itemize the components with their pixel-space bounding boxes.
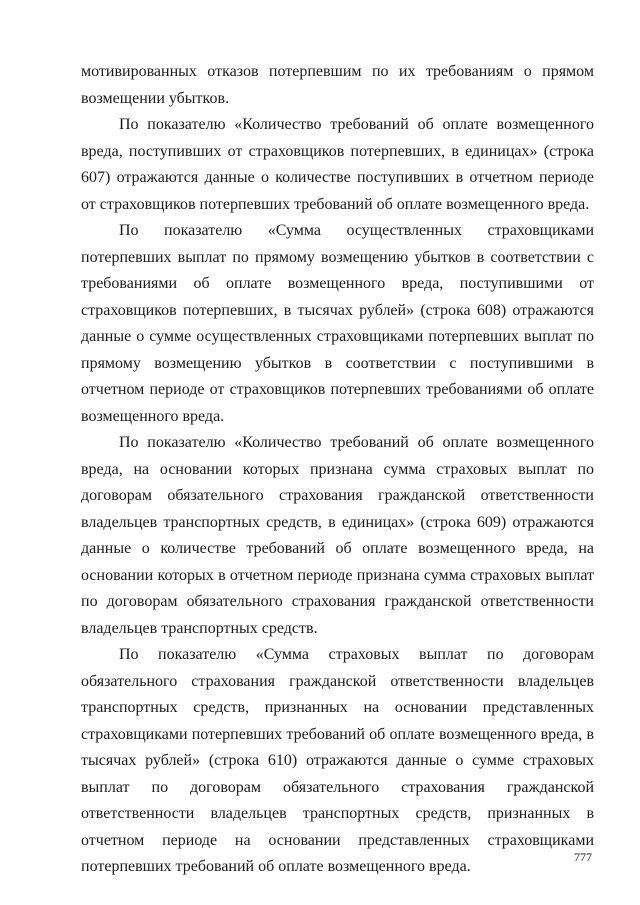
- paragraph-continuation: мотивированных отказов потерпевшим по их требованиям о прямом возмещении убытков.: [81, 63, 594, 107]
- body-text: [81, 59, 594, 881]
- paragraph-line-608: По показателю «Сумма осуществленных страховщиками потерпевших выплат по прямому возмещению убытков в соответствии с требованиями об оплате возмещенного вреда, поступившими от страховщиков потерпевших, в тысячах рублей» (строка 608) отражаются данные о сумме осуществленных страховщиками потерпевших выплат по прямому возмещению убытков в соответствии с поступившими в отчетном периоде от страховщиков потерпевших требованиями об оплате возмещенного вреда.: [81, 222, 594, 425]
- paragraph-line-609: По показателю «Количество требований об оплате возмещенного вреда, на основании которых признана сумма страховых выплат по договорам обязательного страхования гражданской ответственности владельцев транспортных средств, в единицах» (строка 609) отражаются данные о количестве требований об оплате возмещенного вреда, на основании которых в отчетном периоде признана сумма страховых выплат по договорам обязательного страхования гражданской ответственности владельцев транспортных средств.: [81, 434, 594, 637]
- paragraph-line-610: По показателю «Сумма страховых выплат по договорам обязательного страхования гражданской ответственности владельцев транспортных средств, признанных на основании представленных страховщиками потерпевших требований об оплате возмещенного вреда, в тысячах рублей» (строка 610) отражаются данные о сумме страховых выплат по договорам обязательного страхования гражданской ответственности владельцев транспортных средств, признанных в отчетном периоде на основании представленных страховщиками потерпевших требований об оплате возмещенного вреда.: [81, 646, 594, 875]
- page-number: 777: [574, 850, 592, 864]
- paragraph-line-607: По показателю «Количество требований об оплате возмещенного вреда, поступивших от страховщиков потерпевших, в единицах» (строка 607) отражаются данные о количестве поступивших в отчетном периоде от страховщиков потерпевших требований об оплате возмещенного вреда.: [81, 116, 594, 213]
